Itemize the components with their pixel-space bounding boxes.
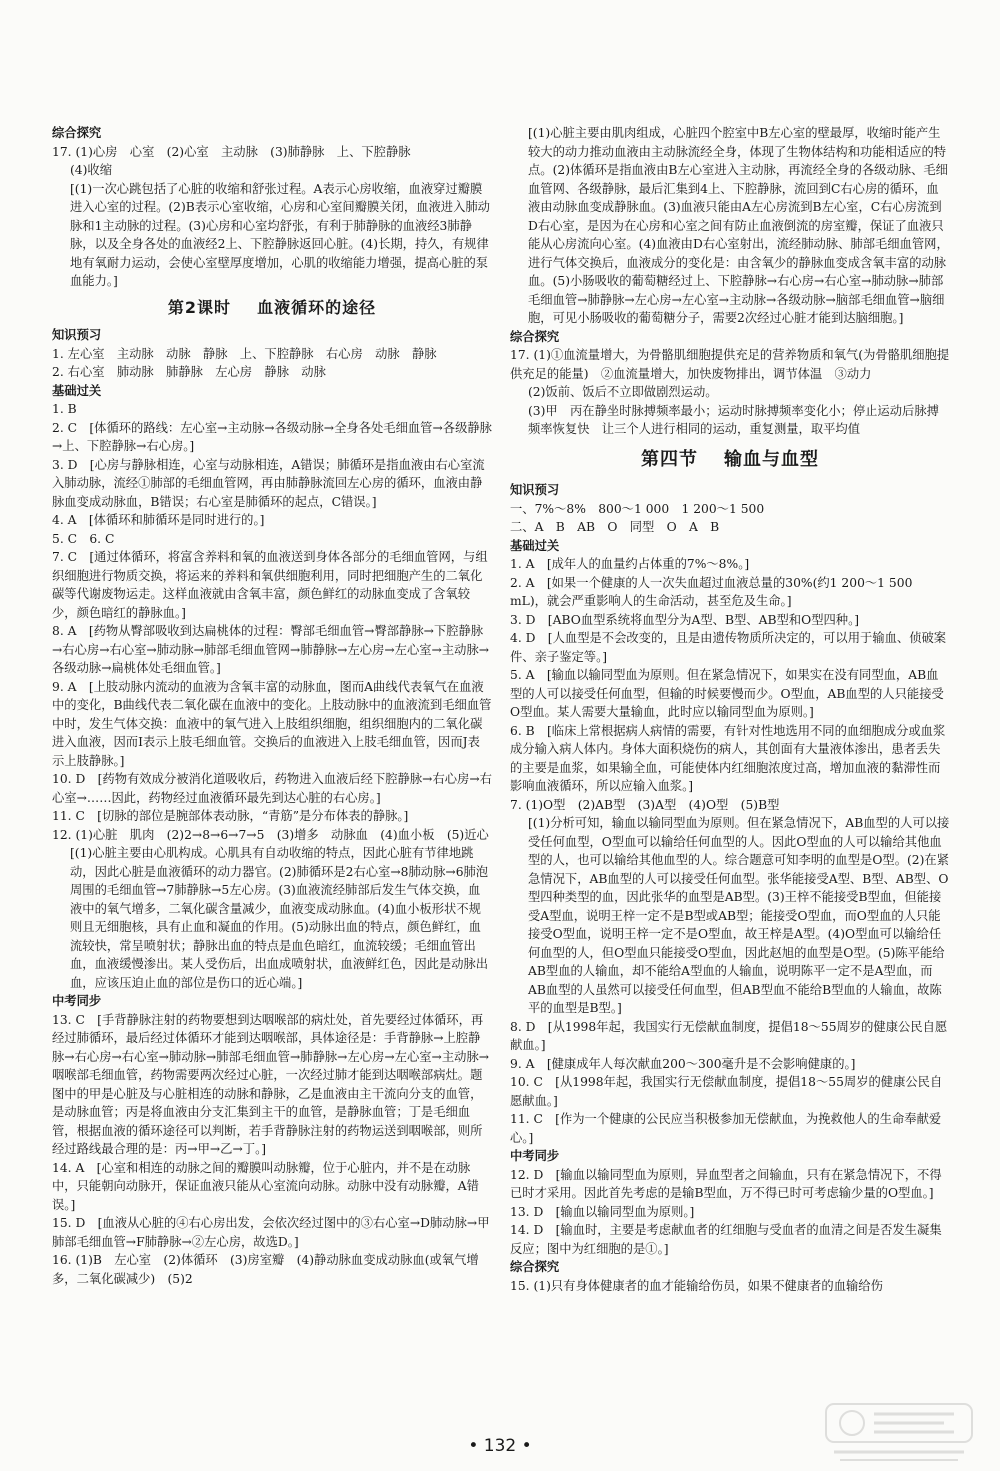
answer-item: 16. (1)B 左心室 (2)体循环 (3)房室瓣 (4)静动脉血变成动脉血(或氧气增多，二氧化碳减少) (5)2: [52, 1253, 479, 1286]
answer-item: 7. C [通过体循环，将富含养料和氧的血液送到身体各部分的毛细血管网，与组织细胞进行物质交换，将运来的养料和氧供细胞利用，同时把细胞产生的二氧化碳等代谢废物运走。这样血液就由含氧丰富，颜色鲜红的动脉血变成了含氧较少，颜色暗红的静脉血。]: [52, 550, 488, 620]
answer-item: 10. D [药物有效成分被消化道吸收后，药物进入血液后经下腔静脉→右心房→右心室→……因此，药物经过血液循环最先到达心脏的右心房。]: [52, 772, 492, 805]
section-heading: 综合探究: [510, 1260, 560, 1274]
answer-item: 3. D [心房与静脉相连，心室与动脉相连，A错误；肺循环是指血液由右心室流入肺动脉，流经①肺部的毛细血管网，再由肺静脉流回左心房的循环，血液由静脉血变成动脉血，B错误；右心室是肺循环的起点，C错误。]: [52, 457, 485, 509]
answer-item: 8. A [药物从臀部吸收到达扁桃体的过程：臀部毛细血管→臀部静脉→下腔静脉→右心房→右心室→肺动脉→肺部毛细血管网→肺静脉→左心房→左心室→主动脉→各级动脉→扁桃体处毛细血管。]: [52, 624, 490, 675]
answer-item: 7. (1)O型 (2)AB型 (3)A型 (4)O型 (5)B型: [510, 797, 780, 812]
answer-item: 13. C [手背静脉注射的药物要想到达咽喉部的病灶处，首先要经过体循环，再经过肺循环，最后经过体循环才能到达咽喉部，具体途径是：手背静脉→上腔静脉→右心房→右心室→肺动脉→肺部毛细血管→肺静脉→左心房→左心室→主动脉→咽喉部毛细血管，药物需要两次经过心脏，一次经过肺才能到达咽喉部病灶。题图中的甲是心脏及与心脏相连的动脉和静脉，乙是血液由主干流向分支的血管，是动脉血管；丙是将血液由分支汇集到主干的血管，是静脉血管；丁是毛细血管，根据血液的循环途径可以判断，若手背静脉注射的药物运送到咽喉部，则所经过路线最合理的是：丙→甲→乙→丁。]: [52, 1012, 490, 1156]
answer-item: 4. A [体循环和肺循环是同时进行的。]: [52, 513, 265, 527]
answer-item: 15. (1)只有身体健康者的血才能输给伤员，如果不健康者的血输给伤: [510, 1278, 883, 1293]
section-name: 输血与血型: [724, 448, 819, 470]
answer-item: 一、7%～8% 800～1 000 1 200～1 500: [510, 501, 765, 516]
answer-item: 1. A [成年人的血量约占体重的7%～8%。]: [510, 557, 750, 571]
answer-item: 5. C 6. C: [52, 531, 115, 546]
section-name: 血液循环的途径: [257, 297, 377, 317]
section-title: [510, 448, 950, 470]
answer-explanation: [(1)一次心跳包括了心脏的收缩和舒张过程。A表示心房收缩，血液穿过瓣膜进入心室的过程。(2)B表示心室收缩，心房和心室间瓣膜关闭，血液进入肺动脉和1主动脉的过程。(3)心房和心室均舒张，有利于肺静脉的血液经3肺静脉，以及全身各处的血液经2上、下腔静脉返回心脏。(4)长期，持久，有规律地有氧耐力运动，会使心室壁厚度增加，心肌的收缩能力增强，提高心脏的泵血能力。]: [70, 181, 490, 288]
answer-item: 二、A B AB O 同型 O A B: [510, 520, 720, 534]
answer-item: 15. D [血液从心脏的④右心房出发，会依次经过图中的③右心室→D肺动脉→甲肺部毛细血管→F肺静脉→②左心房，故选D。]: [52, 1216, 490, 1249]
answer-item: 11. C [作为一个健康的公民应当积极参加无偿献血，为挽救他人的生命奉献爱心。]: [510, 1112, 942, 1145]
section-heading: 知识预习: [52, 328, 102, 342]
answer-item: 14. D [输血时，主要是考虑献血者的红细胞与受血者的血清之间是否发生凝集反应；图中为红细胞的是①。]: [510, 1223, 942, 1256]
answer-item: 12. (1)心脏 肌肉 (2)2→8→6→7→5 (3)增多 动脉血 (4)血小板 (5)近心: [52, 827, 489, 842]
answer-item: 9. A [上肢动脉内流动的血液为含氧丰富的动脉血，图而A曲线代表氧气在血液中的变化，B曲线代表二氧化碳在血液中的变化。上肢动脉中的血液流到毛细血管中时，发生气体交换：血液中的氧气进入上肢组织细胞，组织细胞内的二氧化碳进入血液，因而I表示上肢毛细血管。交换后的血液进入上肢毛细血管，因而J表示上肢静脉。]: [52, 679, 492, 768]
answer-item: 2. A [如果一个健康的人一次失血超过血液总量的30%(约1 200～1 500 mL)，就会严重影响人的生命活动，甚至危及生命。]: [510, 575, 913, 608]
answer-continuation: (4)收缩: [70, 163, 113, 177]
answer-explanation: [(1)心脏主要由心肌构成。心肌具有自动收缩的特点，因此心脏有节律地跳动，因此心脏是血液循环的动力器官。(2)肺循环是2右心室→8肺动脉→6肺泡周围的毛细血管→7肺静脉→5左心房。(3)血液流经肺部后发生气体交换，血液中的氧气增多，二氧化碳含量减少，血液变成动脉血。(4)血小板形状不规则且无细胞核，具有止血和凝血的作用。(5)动脉出血的特点，颜色鲜红，血流较快，常呈喷射状；静脉出血的特点是血色暗红，血流较缓；毛细血管出血，血液缓慢渗出。某人受伤后，出血成喷射状，血液鲜红色，因此是动脉出血，应该压迫止血的部位是伤口的近心端。]: [70, 846, 489, 990]
section-heading: 中考同步: [52, 994, 102, 1008]
answer-item: 17. (1)①血流量增大，为骨骼肌细胞提供充足的营养物质和氧气(为骨骼肌细胞提供充足的能量) ②血流量增大，加快废物排出，调节体温 ③动力: [510, 348, 950, 381]
right-column: [510, 124, 950, 1295]
section-number: 第2课时: [167, 297, 232, 317]
watermark-logo: [824, 1400, 974, 1464]
answer-item: 5. A [输血以输同型血为原则。但在紧急情况下，如果实在没有同型血，AB血型的人可以接受任何血型，但输的时候要慢而少。O型血，AB血型的人只能接受O型血。某人需要大量输血，此时应以输同型血为原则。]: [510, 668, 944, 719]
answer-item: 1. B: [52, 402, 77, 416]
answer-item: 17. (1)心房 心室 (2)心室 主动脉 (3)肺静脉 上、下腔静脉: [52, 144, 411, 159]
answer-item: 4. D [人血型是不会改变的，且是由遗传物质所决定的，可以用于输血、侦破案件、亲子鉴定等。]: [510, 631, 947, 664]
section-title: [52, 299, 492, 318]
answer-item: 11. C [切脉的部位是腕部体表动脉，“青筋”是分布体表的静脉。]: [52, 809, 409, 823]
section-heading: 知识预习: [510, 483, 560, 497]
section-heading: 综合探究: [52, 126, 102, 140]
section-number: 第四节: [641, 448, 698, 470]
answer-item: 2. 右心室 肺动脉 肺静脉 左心房 静脉 动脉: [52, 365, 326, 379]
section-heading: 综合探究: [510, 329, 560, 344]
answer-item: 1. 左心室 主动脉 动脉 静脉 上、下腔静脉 右心房 动脉 静脉: [52, 346, 437, 361]
left-column: [52, 124, 492, 1288]
section-heading: 基础过关: [510, 538, 560, 553]
answer-continuation: (2)饭前、饭后不立即做剧烈运动。: [528, 385, 718, 399]
page-number: • 132 •: [468, 1436, 532, 1456]
answer-item: 9. A [健康成年人每次献血200～300毫升是不会影响健康的。]: [510, 1056, 856, 1071]
answer-explanation: [(1)分析可知，输血以输同型血为原则。但在紧急情况下，AB血型的人可以接受任何血型，O型血可以输给任何血型的人。因此O型血的人可以输给其他血型的人，也可以输给其他血型的人。综合题意可知李明的血型是O型。(2)在紧急情况下，AB血型的人可以接受任何血型。张华能接受A型、B型、AB型、O型四种类型的血，因此张华的血型是AB型。(3)王梓不能接受B型血，但能接受A型血，说明王梓一定不是B型或AB型；能接受O型血，而O型血的人只能接受O型血，说明王梓一定不是O型血，故王梓是A型。(4)O型血可以输给任何血型的人，但O型血只能接受O型血，因此赵旭的血型是O型。(5)陈平能给AB型血的人输血，却不能给A型血的人输血，说明陈平一定不是A型血，而AB血型的人虽然可以接受任何血型，但AB型血不能给B型血的人输血，故陈平的血型是B型。]: [528, 816, 950, 1015]
answer-item: 6. B [临床上常根据病人病情的需要，有针对性地选用不同的血细胞成分或血浆成分输入病人体内。身体大面积烧伤的病人，其创面有大量液体渗出，患者丢失的主要是血浆，如果输全血，可能使体内红细胞浓度过高，增加血液的黏滞性而影响血液循环，所以应输入血浆。]: [510, 723, 946, 793]
section-heading: 基础过关: [52, 383, 102, 398]
answer-item: 10. C [从1998年起，我国实行无偿献血制度，提倡18～55周岁的健康公民自愿献血。]: [510, 1075, 943, 1108]
answer-explanation: [(1)心脏主要由肌肉组成，心脏四个腔室中B左心室的壁最厚，收缩时能产生较大的动力推动血液由主动脉流经全身，体现了生物体结构和功能相适应的特点。(2)体循环是指血液由B左心室进入主动脉，再流经全身的各级动脉、毛细血管网、各级静脉，最后汇集到4上、下腔静脉，流回到C右心房的循环，血液由动脉血变成静脉血。(3)血液只能由A左心房流到B左心室，C右心房流到D右心室，是因为在心房和心室之间有防止血液倒流的房室瓣，保证了血液只能从心房流向心室。(4)血液由D右心室射出，流经肺动脉、肺部毛细血管网，进行气体交换后，血液成分的变化是：由含氧少的静脉血变成含氧丰富的动脉血。(5)小肠吸收的葡萄糖经过上、下腔静脉→右心房→右心室→肺动脉→肺部毛细血管→肺静脉→左心房→左心室→主动脉→各级动脉→脑部毛细血管→脑细胞，可见小肠吸收的葡萄糖分子，需要2次经过心脏才能到达脑细胞。]: [528, 126, 949, 325]
section-heading: 中考同步: [510, 1149, 560, 1163]
answer-item: 12. D [输血以输同型血为原则，异血型者之间输血，只有在紧急情况下，不得已时才采用。因此首先考虑的是输B型血，万不得已时可考虑输少量的O型血。]: [510, 1167, 942, 1200]
answer-item: 13. D [输血以输同型血为原则。]: [510, 1204, 695, 1219]
answer-item: 3. D [ABO血型系统将血型分为A型、B型、AB型和O型四种。]: [510, 612, 860, 627]
answer-continuation: (3)甲 丙在静坐时脉搏频率最小；运动时脉搏频率变化小；停止运动后脉搏频率恢复快 让三个人进行相同的运动，重复测量，取平均值: [528, 403, 939, 436]
answer-item: 2. C [体循环的路线：左心室→主动脉→各级动脉→全身各处毛细血管→各级静脉→上、下腔静脉→右心房。]: [52, 420, 492, 453]
answer-item: 14. A [心室和相连的动脉之间的瓣膜叫动脉瓣，位于心脏内，并不是在动脉中，只能朝向动脉开，保证血液只能从心室流向动脉。动脉中没有动脉瓣，A错误。]: [52, 1160, 479, 1212]
answer-item: 8. D [从1998年起，我国实行无偿献血制度，提倡18～55周岁的健康公民自愿献血。]: [510, 1019, 948, 1052]
